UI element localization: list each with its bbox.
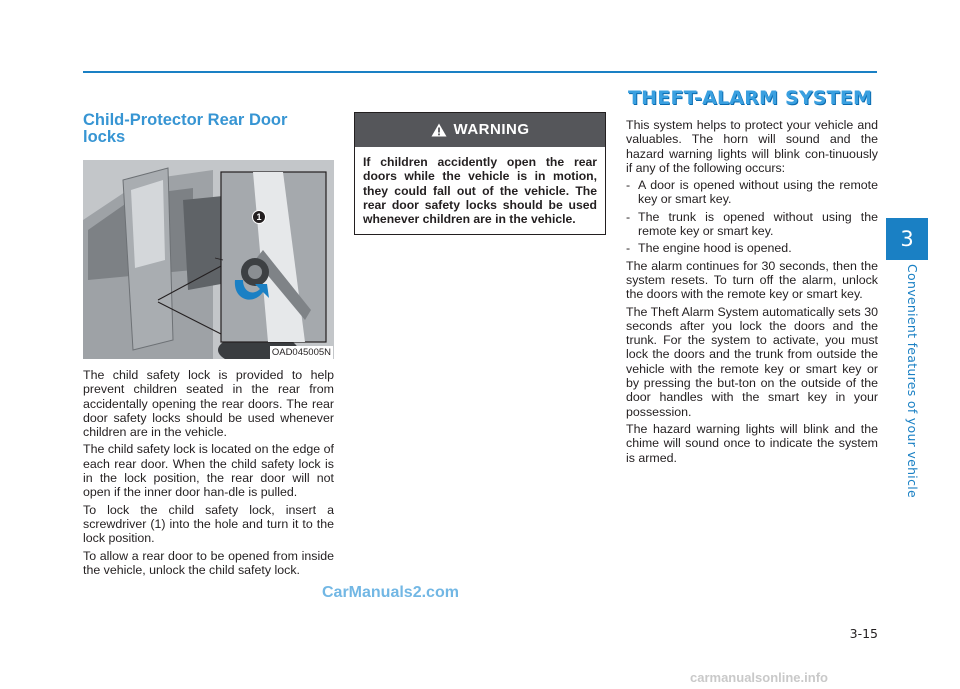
warning-box <box>354 112 606 235</box>
chapter-number-tab: 3 <box>886 218 928 260</box>
paragraph: The Theft Alarm System automatically sets 30 seconds after you lock the doors and the trunk. For the system to activate, you must lock the doors and the trunk from outside the vehicle with the remote key or smart key or by pressing the but-ton on the outside of the door handles with the smart key in your possession. <box>626 304 878 419</box>
figure-code: OAD045005N <box>271 347 331 358</box>
warning-triangle-icon <box>431 123 447 137</box>
paragraph: The alarm continues for 30 seconds, then the system resets. To turn off the alarm, unlock the doors with the remote key or smart key. <box>626 258 878 302</box>
left-column <box>83 112 334 580</box>
list-item: - The trunk is opened without using the remote key or smart key. <box>626 209 878 239</box>
paragraph: To lock the child safety lock, insert a screwdriver (1) into the hole and turn it to the lock position. <box>83 502 334 546</box>
chapter-title: Convenient features of your vehicle <box>905 264 920 499</box>
paragraph: To allow a rear door to be opened from inside the vehicle, unlock the child safety lock. <box>83 548 334 577</box>
middle-column <box>354 112 606 235</box>
car-door-image <box>83 160 334 359</box>
page-number: 3-15 <box>849 626 878 641</box>
door-lock-illustration <box>83 160 334 359</box>
watermark-top: CarManuals2.com <box>322 584 459 601</box>
warning-header <box>355 113 605 147</box>
watermark-bottom: carmanualsonline.info <box>690 670 828 685</box>
child-lock-description <box>83 368 334 577</box>
right-column <box>626 88 878 468</box>
warning-heading: WARNING <box>453 120 530 138</box>
header-rule <box>83 71 877 73</box>
section-title-child-protector: Child-Protector Rear Door locks <box>83 111 288 146</box>
callout-1-label: 1 <box>256 212 262 222</box>
intro-paragraph: This system helps to protect your vehicle and valuables. The horn will sound and the hazard warning lights will blink con-tinuously if any of the following occurs: <box>626 118 878 175</box>
paragraph: The child safety lock is provided to help prevent children seated in the rear from accidentally opening the rear doors. The rear door safety locks should be used whenever children are in the vehicle. <box>83 368 334 440</box>
list-item: - The engine hood is opened. <box>626 241 792 256</box>
paragraph: The hazard warning lights will blink and the chime will sound once to indicate the system is armed. <box>626 421 878 465</box>
paragraph: The child safety lock is located on the edge of each rear door. When the child safety lock is in the lock position, the rear door will not open if the inner door han-dle is pulled. <box>83 442 334 500</box>
section-title-theft-alarm: THEFT-ALARM SYSTEM <box>628 87 873 109</box>
warning-text: If children accidently open the rear doors while the vehicle is in motion, they could fall out of the vehicle. The rear door safety locks should be used whenever children are in the vehicle. <box>363 155 597 227</box>
list-item: - A door is opened without using the remote key or smart key. <box>626 178 878 207</box>
